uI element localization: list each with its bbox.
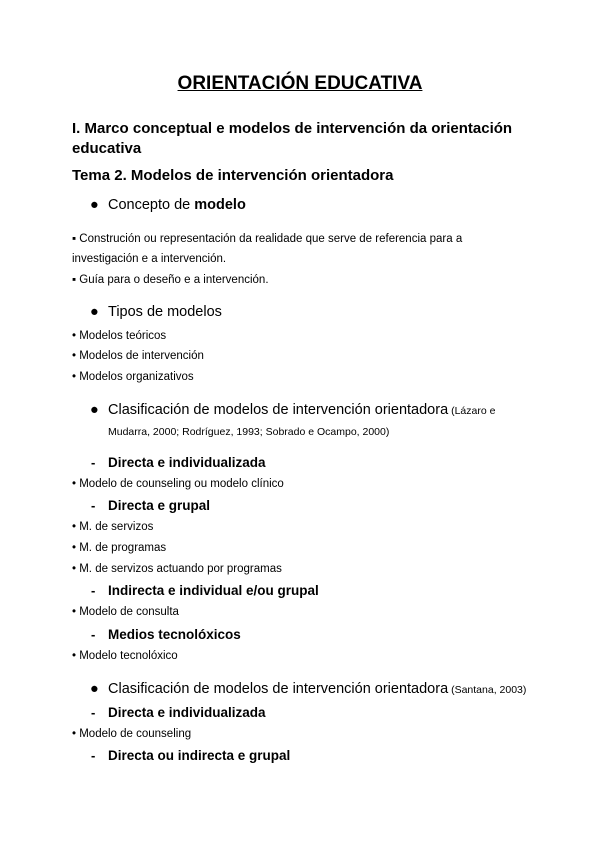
bullet-icon: ● (90, 197, 99, 213)
tipos-item: • Modelos organizativos (72, 371, 194, 383)
clasif2-label: Clasificación de modelos de intervención orientadora (Santana, 2003) (108, 681, 527, 697)
clasif1-ref-continued: Mudarra, 2000; Rodríguez, 1993; Sobrado e Ocampo, 2000) (108, 426, 390, 438)
concepto-label: Concepto de modelo (108, 197, 246, 213)
bullet-icon: ● (90, 304, 99, 320)
group-item: • M. de servizos actuando por programas (72, 563, 282, 575)
dash-marker: - (91, 583, 96, 598)
group-item: • Modelo de counseling (72, 728, 192, 740)
group-item: • Modelo de consulta (72, 606, 179, 618)
group-heading: Directa e grupal (108, 498, 211, 513)
tipos-label: Tipos de modelos (108, 304, 222, 320)
concepto-item: ▪ Construción ou representación da realidade que serve de referencia para a (72, 233, 463, 245)
concepto-item: ▪ Guía para o deseño e a intervención. (72, 274, 269, 286)
dash-marker: - (91, 748, 96, 763)
bullet-icon: ● (90, 681, 99, 697)
group-item: • Modelo de counseling ou modelo clínico (72, 478, 284, 490)
document-title: ORIENTACIÓN EDUCATIVA (177, 73, 423, 94)
dash-marker: - (91, 705, 96, 720)
dash-marker: - (91, 498, 96, 513)
clasif2-ref: (Santana, 2003) (448, 684, 527, 696)
group-heading: Indirecta e individual e/ou grupal (108, 583, 319, 598)
group-heading: Medios tecnolóxicos (108, 627, 241, 642)
bullet-icon: ● (90, 402, 99, 418)
concepto-item: investigación e a intervención. (72, 253, 227, 265)
group-heading: Directa ou indirecta e grupal (108, 748, 291, 763)
group-heading-row (0, 498, 600, 516)
group-heading: Directa e individualizada (108, 705, 266, 720)
group-heading-row (0, 583, 600, 601)
section-heading-line2: educativa (72, 140, 142, 157)
tipos-item: • Modelos teóricos (72, 330, 167, 342)
dash-marker: - (91, 455, 96, 470)
clasif1-ref: (Lázaro e (448, 405, 496, 417)
section-heading-line1: I. Marco conceptual e modelos de intervención da orientación (72, 120, 513, 137)
group-heading-row (0, 627, 600, 645)
group-heading-row (0, 748, 600, 766)
group-heading-row (0, 455, 600, 473)
concepto-bold: modelo (194, 197, 246, 213)
group-heading: Directa e individualizada (108, 455, 266, 470)
tema-heading: Tema 2. Modelos de intervención orientadora (72, 167, 394, 184)
clasif1-label: Clasificación de modelos de intervención orientadora (Lázaro e (108, 402, 496, 418)
group-item: • M. de programas (72, 542, 167, 554)
group-item: • Modelo tecnolóxico (72, 650, 178, 662)
tipos-item: • Modelos de intervención (72, 350, 204, 362)
dash-marker: - (91, 627, 96, 642)
group-item: • M. de servizos (72, 521, 154, 533)
group-heading-row (0, 705, 600, 723)
